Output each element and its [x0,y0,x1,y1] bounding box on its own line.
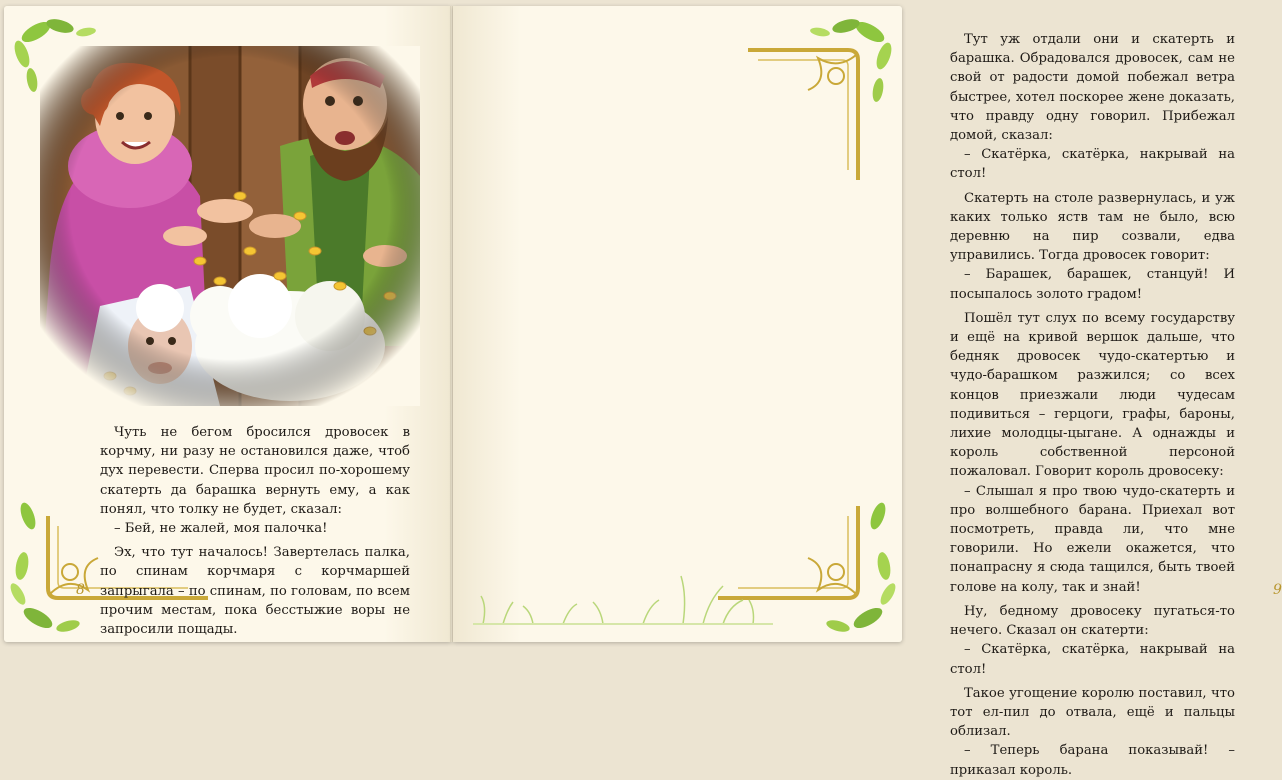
grass-decoration-icon [473,566,773,626]
paragraph: – Барашек, барашек, станцуй! И посыпалось золото градом! [950,267,1235,302]
paragraph: Такое угощение королю поставил, что тот ел-пил до отвала, ещё и пальцы облизал. [950,685,1235,740]
paragraph: – Теперь барана показывай! – приказал король. [950,743,1235,778]
paragraph: Ну, бедному дровосеку пугаться-то нечего. Сказал он скатерти: [950,603,1235,639]
left-page-text [100,423,410,639]
right-page-text [950,30,1235,780]
page-number-right: 9 [1273,582,1282,598]
paragraph: Скатерть на столе развернулась, и уж каких только яств там не было, всю деревню на пир созвали, едва управились. Тогда дровосек говорит: [950,190,1235,264]
paragraph: Пошёл тут слух по всему государству и ещё на кривой вершок дальше, что бедняк дровосек чудо-скатертью и чудо-барашком разжился; со всех концов приезжали люди чудесам подивиться – герцоги, графы, бароны, лихие молодцы-цыгане. А однажды и король собственной персоной пожаловал. Говорит король дровосеку: [950,310,1235,480]
right-page [453,6,1282,778]
paragraph: – Слышал я про твою чудо-скатерть и про волшебного барана. Приехал вот посмотреть, правда ли, что мне говорили. Но ежели окажется, что понапрасну я сюда тащился, быть твоей голове на колу, так и знай! [950,483,1235,595]
paragraph: Тут уж отдали они и скатерть и барашка. Обрадовался дровосек, сам не свой от радости домой побежал ветра быстрее, хотел поскорее жене доказать, что правду одну говорил. Прибежал домой, сказал: [950,32,1235,144]
paragraph: – Скатёрка, скатёрка, накрывай на стол! [950,642,1235,677]
left-page [4,6,451,642]
page-number-left: 8 [76,582,85,598]
fairy-tale-illustration [40,46,420,406]
paragraph: Чуть не бегом бросился дровосек в корчму, ни разу не остановился даже, чтоб дух перевести. Сперва просил по-хорошему скатерть да барашка вернуть ему, а как понял, что толку не будет, сказал: [100,425,410,517]
paragraph: Эх, что тут началось! Завертелась палка, по спинам корчмаря с корчмаршей запрыгала – по спинам, по головам, по всем прочим местам, пока бесстыжие воры не запросили пощады. [100,545,410,638]
paragraph: – Скатёрка, скатёрка, накрывай на стол! [950,147,1235,182]
paragraph: – Бей, не жалей, моя палочка! [114,521,328,537]
ornament-top-right-icon [738,10,898,190]
